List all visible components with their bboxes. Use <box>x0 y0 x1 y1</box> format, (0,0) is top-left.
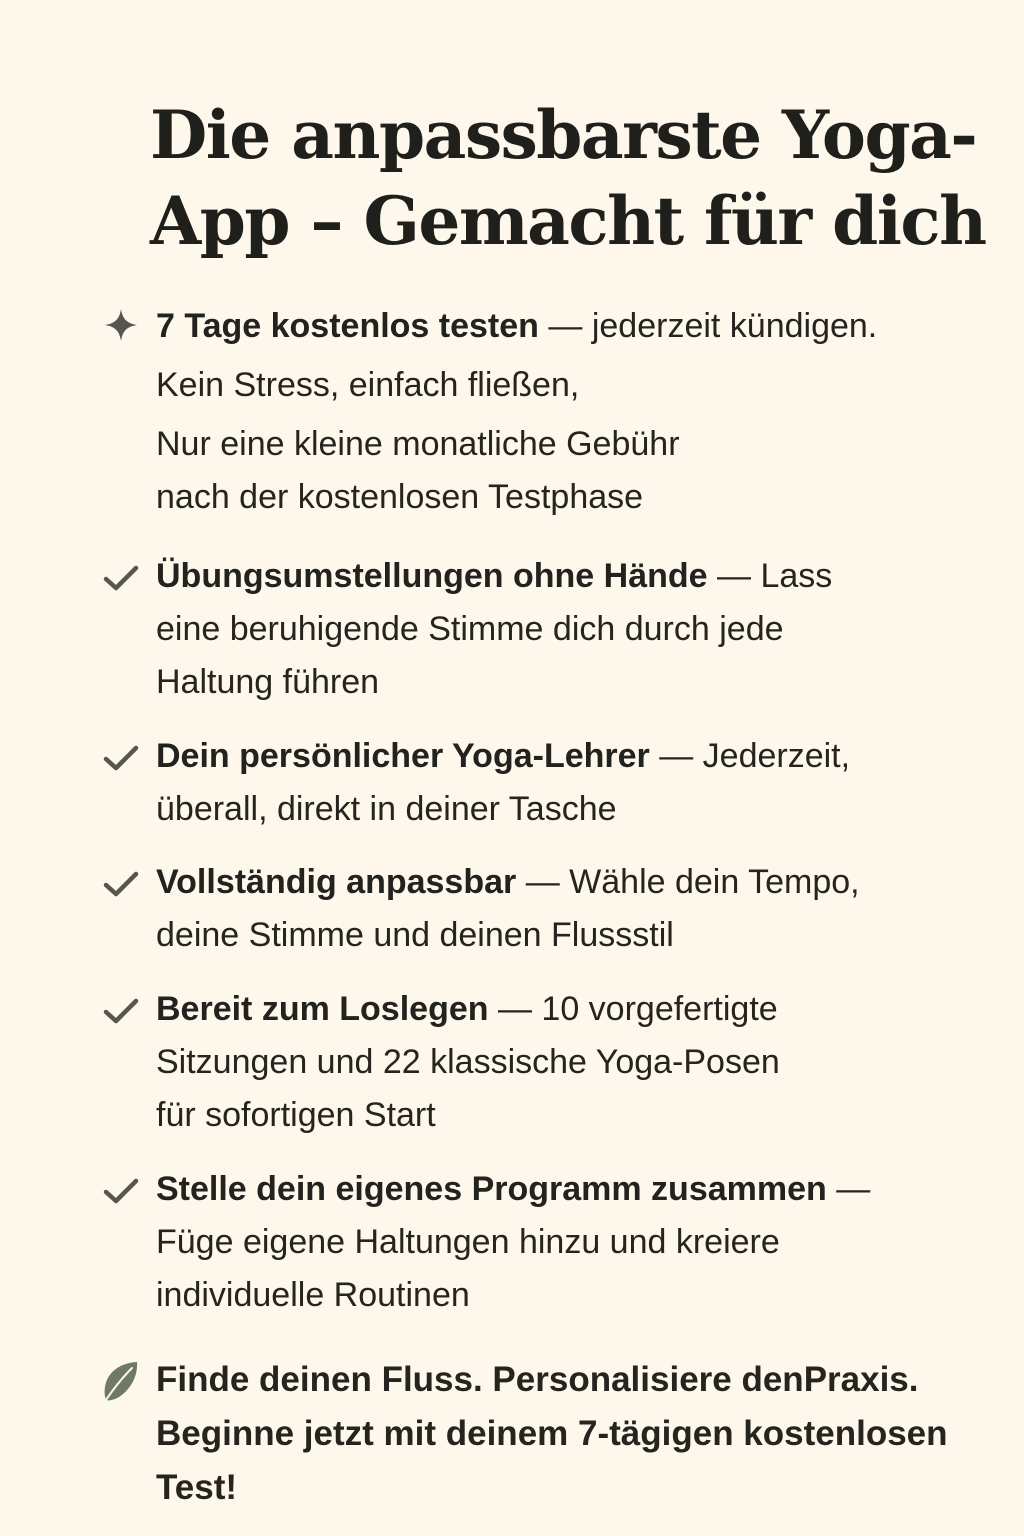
page-title-line-2: App – Gemacht für dich <box>150 182 986 260</box>
feature-personal-teacher-desc-1: Jederzeit, <box>702 737 851 775</box>
call-to-action-line-3: Test! <box>156 1468 238 1507</box>
check-icon <box>100 1177 142 1205</box>
feature-customizable-line-1 <box>156 856 1022 909</box>
feature-personal-teacher-line-1 <box>156 730 1022 783</box>
page-title-line-1: Die anpassbarste Yoga- <box>150 96 977 174</box>
feature-personal-teacher-title: Dein persönlicher Yoga-Lehrer <box>156 737 650 775</box>
feature-ready-to-go-dash: — <box>488 990 542 1028</box>
feature-customizable-title: Vollständig anpassbar <box>156 863 517 901</box>
feature-ready-to-go-text <box>156 983 1022 1142</box>
feature-free-trial-desc-1: jederzeit kündigen. <box>591 307 878 345</box>
feature-hands-free-line-2: eine beruhigende Stimme dich durch jede <box>156 610 784 648</box>
feature-own-program-text <box>156 1163 1022 1322</box>
feature-free-trial-line-3: Nur eine kleine monatliche Gebühr <box>156 425 680 463</box>
check-icon <box>100 870 142 898</box>
feature-free-trial-text <box>156 300 1022 524</box>
leaf-icon <box>100 1359 142 1403</box>
feature-hands-free-text <box>156 550 1022 709</box>
feature-free-trial-title: 7 Tage kostenlos testen <box>156 307 539 345</box>
feature-customizable-text <box>156 856 1022 962</box>
feature-personal-teacher-dash: — <box>649 737 703 775</box>
feature-free-trial-dash: — <box>538 307 592 345</box>
feature-ready-to-go-line-3: für sofortigen Start <box>156 1096 436 1134</box>
feature-own-program-line-3: individuelle Routinen <box>156 1276 470 1314</box>
page-title <box>150 92 1000 264</box>
feature-ready-to-go-desc-1: 10 vorgefertigte <box>541 990 778 1028</box>
feature-customizable-line-2: deine Stimme und deinen Flussstil <box>156 916 674 954</box>
call-to-action-text <box>156 1353 1022 1515</box>
check-icon <box>100 744 142 772</box>
feature-own-program-line-2: Füge eigene Haltungen hinzu und kreiere <box>156 1223 780 1261</box>
feature-free-trial-line-2: Kein Stress, einfach fließen, <box>156 366 580 404</box>
check-icon <box>100 997 142 1025</box>
feature-hands-free-line-3: Haltung führen <box>156 663 380 701</box>
feature-personal-teacher-line-2: überall, direkt in deiner Tasche <box>156 790 617 828</box>
feature-ready-to-go-line-2: Sitzungen und 22 klassische Yoga-Posen <box>156 1043 780 1081</box>
feature-customizable-dash: — <box>516 863 570 901</box>
feature-hands-free-title: Übungsumstellungen ohne Hände <box>156 557 708 595</box>
call-to-action-line-2: Beginne jetzt mit deinem 7-tägigen kostenlosen <box>156 1414 948 1453</box>
check-icon <box>100 564 142 592</box>
feature-hands-free-line-1 <box>156 550 1022 603</box>
feature-hands-free-desc-1: Lass <box>760 557 833 595</box>
feature-customizable-desc-1: Wähle dein Tempo, <box>569 863 860 901</box>
feature-free-trial-line-4: nach der kostenlosen Testphase <box>156 478 644 516</box>
feature-ready-to-go-line-1 <box>156 983 1022 1036</box>
feature-own-program-title: Stelle dein eigenes Programm zusammen <box>156 1170 827 1208</box>
call-to-action-line-1: Finde deinen Fluss. Personalisiere denPraxis. <box>156 1360 919 1399</box>
feature-hands-free-dash: — <box>707 557 761 595</box>
feature-free-trial-line-1 <box>156 300 1022 353</box>
sparkle-icon <box>100 308 142 342</box>
feature-ready-to-go-title: Bereit zum Loslegen <box>156 990 489 1028</box>
feature-own-program-line-1 <box>156 1163 1022 1216</box>
feature-own-program-dash: — <box>826 1170 871 1208</box>
feature-personal-teacher-text <box>156 730 1022 836</box>
